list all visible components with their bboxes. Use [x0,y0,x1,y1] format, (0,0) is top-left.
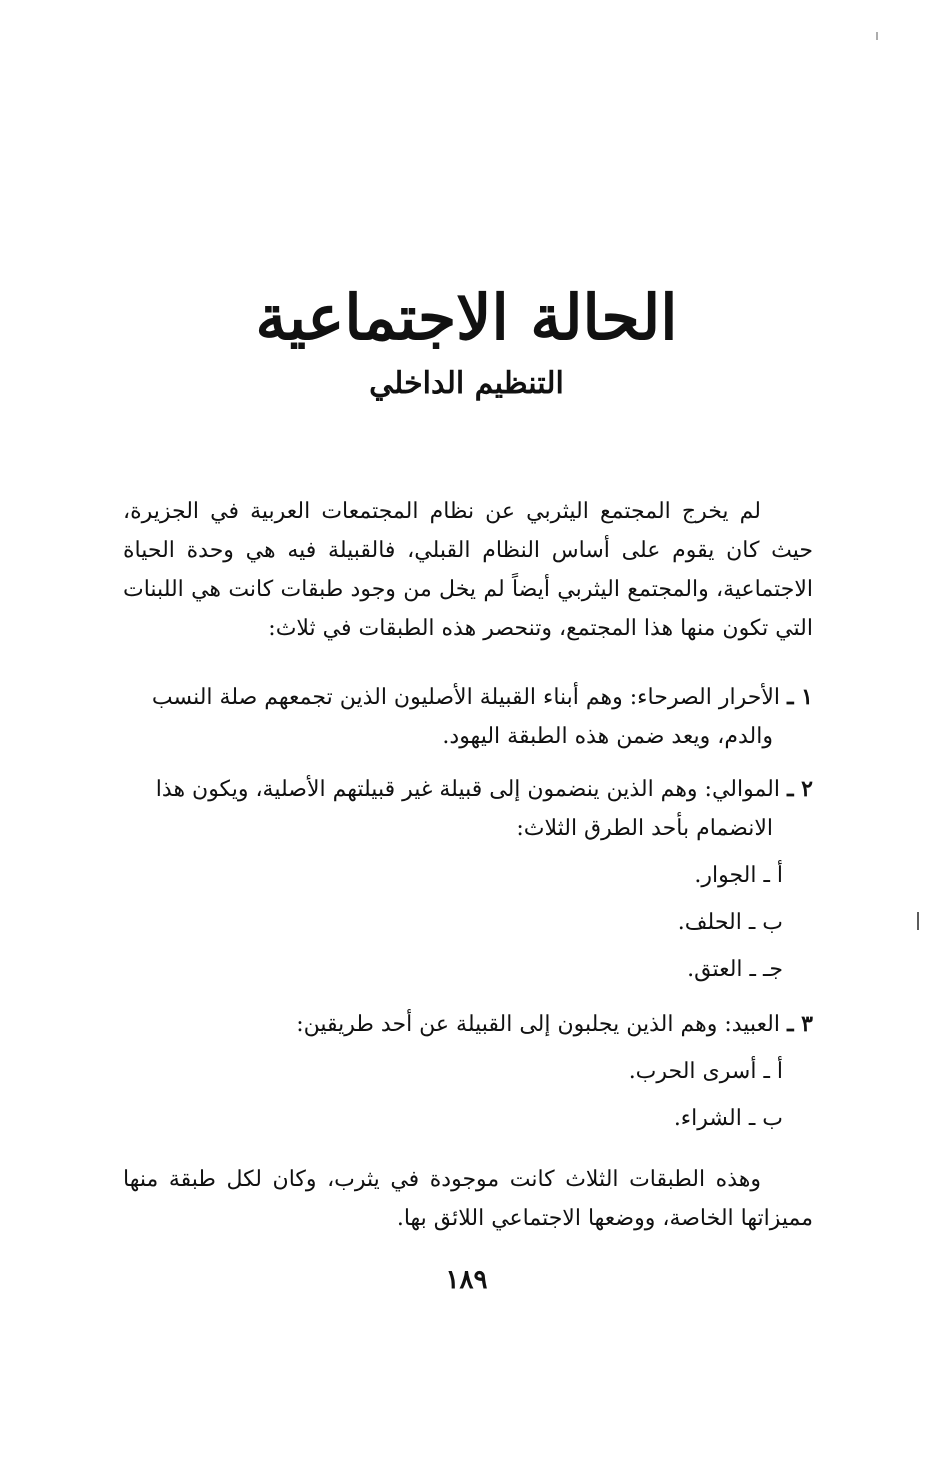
class-number: ١ ـ [787,684,813,710]
subitem-purchase: ب ـ الشراء. [673,1106,783,1131]
chapter-subtitle: التنظيم الداخلي [369,366,564,401]
intro-paragraph: لم يخرج المجتمع اليثربي عن نظام المجتمعات العربية في الجزيرة، حيث كان يقوم على أساس النظام القبلي، فالقبيلة فيه هي وحدة الحياة الاجتماعية، والمجتمع اليثربي أيضاً لم يخل من وجود طبقات كانت هي اللبنات التي تكون منها هذا المجتمع، وتنحصر هذه الطبقات في ثلاث: [123,499,813,641]
chapter-title: الحالة الاجتماعية [255,281,678,354]
closing-paragraph: وهذه الطبقات الثلاث كانت موجودة في يثرب، وكان لكل طبقة منها مميزاتها الخاصة، ووضعها الاجتماعي اللائق بها. [123,1167,813,1231]
class-item-3 [123,1005,813,1044]
class-item-1 [123,678,813,756]
class-text-continuation: والدم، ويعد ضمن هذه الطبقة اليهود. [442,724,773,749]
scan-speck [876,32,878,40]
page-number: ١٨٩ [445,1265,488,1295]
class-number: ٢ ـ [787,776,813,802]
class-text: الأحرار الصرحاء: وهم أبناء القبيلة الأصليون الذين تجمعهم صلة النسب [151,685,780,710]
subitem-war-captives: أ ـ أسرى الحرب. [628,1059,783,1084]
class-item-2 [123,770,813,848]
class-number: ٣ ـ [787,1011,813,1037]
class-text-continuation: الانضمام بأحد الطرق الثلاث: [516,816,773,841]
class-text: الموالي: وهم الذين ينضمون إلى قبيلة غير قبيلتهم الأصلية، ويكون هذا [155,777,780,802]
subitem-hilf: ب ـ الحلف. [677,910,783,935]
subitem-jiwar: أ ـ الجوار. [694,863,783,888]
subitem-itq: جـ ـ العتق. [687,957,783,982]
class-text: العبيد: وهم الذين يجلبون إلى القبيلة عن أحد طريقين: [296,1012,780,1037]
scan-speck [917,912,919,930]
